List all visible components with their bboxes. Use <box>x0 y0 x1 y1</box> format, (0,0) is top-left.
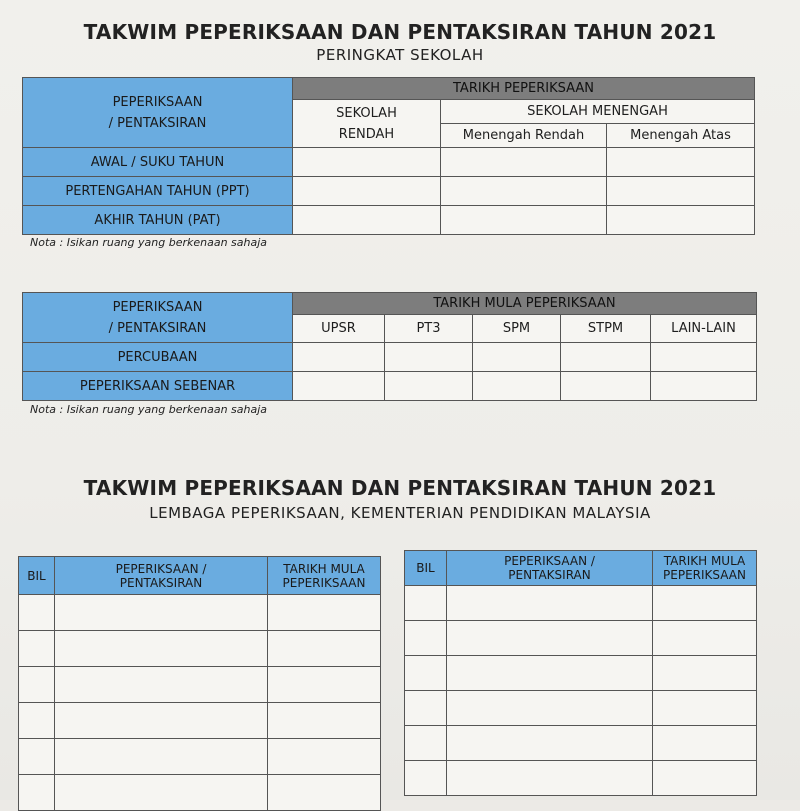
row-label-pertengahan: PERTENGAHAN TAHUN (PPT) <box>23 177 293 206</box>
menengah-atas-cell: Menengah Atas <box>607 124 755 148</box>
exam-entry-cell[interactable] <box>55 775 268 811</box>
date-entry-cell[interactable] <box>268 631 381 667</box>
col-exam-line2: PENTAKSIRAN <box>119 575 203 590</box>
date-entry-cell[interactable] <box>385 372 473 401</box>
bil-cell[interactable] <box>405 656 447 691</box>
exam-entry-cell[interactable] <box>447 586 653 621</box>
date-entry-cell[interactable] <box>651 372 757 401</box>
date-entry-cell[interactable] <box>293 177 441 206</box>
header-exam-cell-2 <box>23 293 293 343</box>
exam-entry-cell[interactable] <box>447 656 653 691</box>
bil-cell[interactable] <box>405 761 447 796</box>
date-entry-cell[interactable] <box>268 739 381 775</box>
bil-cell[interactable] <box>19 775 55 811</box>
header-exam-line2: / PENTAKSIRAN <box>108 320 207 336</box>
exam-entry-cell[interactable] <box>55 595 268 631</box>
board-subtitle: LEMBAGA PEPERIKSAAN, KEMENTERIAN PENDIDIKAN MALAYSIA <box>149 504 651 522</box>
board-title: TAKWIM PEPERIKSAAN DAN PENTAKSIRAN TAHUN 2021 <box>83 476 717 500</box>
date-entry-cell[interactable] <box>268 595 381 631</box>
row-label-awal: AWAL / SUKU TAHUN <box>23 148 293 177</box>
note-2: Nota : Isikan ruang yang berkenaan sahaja <box>30 403 268 416</box>
exam-entry-cell[interactable] <box>55 703 268 739</box>
bil-cell[interactable] <box>19 667 55 703</box>
sekolah-rendah-line1: SEKOLAH <box>336 105 397 121</box>
date-entry-cell[interactable] <box>441 148 607 177</box>
date-entry-cell[interactable] <box>653 761 757 796</box>
col-date-line2: PEPERIKSAAN <box>663 568 746 582</box>
col-stpm: STPM <box>561 315 651 343</box>
exam-entry-cell[interactable] <box>447 621 653 656</box>
col-exam <box>55 557 268 595</box>
date-entry-cell[interactable] <box>293 148 441 177</box>
exam-start-table <box>22 292 757 401</box>
date-entry-cell[interactable] <box>473 372 561 401</box>
menengah-rendah-cell: Menengah Rendah <box>441 124 607 148</box>
board-right-table <box>404 550 757 796</box>
bil-cell[interactable] <box>405 621 447 656</box>
bil-cell[interactable] <box>405 691 447 726</box>
date-entry-cell[interactable] <box>561 372 651 401</box>
col-date-line1: TARIKH MULA <box>663 554 746 568</box>
col-lain-lain: LAIN-LAIN <box>651 315 757 343</box>
row-label-akhir: AKHIR TAHUN (PAT) <box>23 206 293 235</box>
date-entry-cell[interactable] <box>293 372 385 401</box>
header-date-cell: TARIKH PEPERIKSAAN <box>293 78 755 100</box>
date-entry-cell[interactable] <box>293 343 385 372</box>
row-label-percubaan: PERCUBAAN <box>23 343 293 372</box>
note-1: Nota : Isikan ruang yang berkenaan sahaja <box>30 236 268 249</box>
school-title: TAKWIM PEPERIKSAAN DAN PENTAKSIRAN TAHUN 2021 <box>83 20 717 44</box>
col-spm: SPM <box>473 315 561 343</box>
exam-entry-cell[interactable] <box>55 739 268 775</box>
row-label-sebenar: PEPERIKSAAN SEBENAR <box>23 372 293 401</box>
header-start-date-cell: TARIKH MULA PEPERIKSAAN <box>293 293 757 315</box>
col-pt3: PT3 <box>385 315 473 343</box>
bil-cell[interactable] <box>405 726 447 761</box>
date-entry-cell[interactable] <box>473 343 561 372</box>
bil-cell[interactable] <box>19 739 55 775</box>
school-exam-table <box>22 77 755 235</box>
sekolah-rendah-cell <box>293 100 441 148</box>
col-exam <box>447 551 653 586</box>
col-date-line2: PEPERIKSAAN <box>282 575 366 590</box>
col-exam-line2: PENTAKSIRAN <box>508 568 591 582</box>
date-entry-cell[interactable] <box>268 703 381 739</box>
header-exam-line2: / PENTAKSIRAN <box>108 115 207 131</box>
date-entry-cell[interactable] <box>385 343 473 372</box>
col-bil: BIL <box>405 551 447 586</box>
date-entry-cell[interactable] <box>268 667 381 703</box>
date-entry-cell[interactable] <box>268 775 381 811</box>
exam-entry-cell[interactable] <box>55 667 268 703</box>
header-exam-line1: PEPERIKSAAN <box>112 299 203 315</box>
header-exam-line1: PEPERIKSAAN <box>112 94 203 110</box>
date-entry-cell[interactable] <box>607 148 755 177</box>
sekolah-menengah-cell: SEKOLAH MENENGAH <box>441 100 755 124</box>
school-subtitle: PERINGKAT SEKOLAH <box>316 46 484 64</box>
exam-entry-cell[interactable] <box>447 726 653 761</box>
exam-entry-cell[interactable] <box>447 691 653 726</box>
date-entry-cell[interactable] <box>651 343 757 372</box>
date-entry-cell[interactable] <box>607 206 755 235</box>
date-entry-cell[interactable] <box>653 656 757 691</box>
date-entry-cell[interactable] <box>607 177 755 206</box>
col-date <box>653 551 757 586</box>
bil-cell[interactable] <box>19 703 55 739</box>
date-entry-cell[interactable] <box>441 177 607 206</box>
date-entry-cell[interactable] <box>653 691 757 726</box>
header-exam-cell <box>23 78 293 148</box>
date-entry-cell[interactable] <box>653 586 757 621</box>
bil-cell[interactable] <box>19 595 55 631</box>
bil-cell[interactable] <box>19 631 55 667</box>
col-upsr: UPSR <box>293 315 385 343</box>
date-entry-cell[interactable] <box>653 621 757 656</box>
board-left-table <box>18 556 381 811</box>
exam-entry-cell[interactable] <box>447 761 653 796</box>
date-entry-cell[interactable] <box>293 206 441 235</box>
col-exam-line1: PEPERIKSAAN / <box>504 554 595 568</box>
col-bil: BIL <box>19 557 55 595</box>
col-date <box>268 557 381 595</box>
date-entry-cell[interactable] <box>561 343 651 372</box>
date-entry-cell[interactable] <box>653 726 757 761</box>
col-exam-line1: PEPERIKSAAN / <box>115 561 207 576</box>
col-date-line1: TARIKH MULA <box>283 561 365 576</box>
exam-entry-cell[interactable] <box>55 631 268 667</box>
sekolah-rendah-line2: RENDAH <box>338 126 395 142</box>
bil-cell[interactable] <box>405 586 447 621</box>
date-entry-cell[interactable] <box>441 206 607 235</box>
